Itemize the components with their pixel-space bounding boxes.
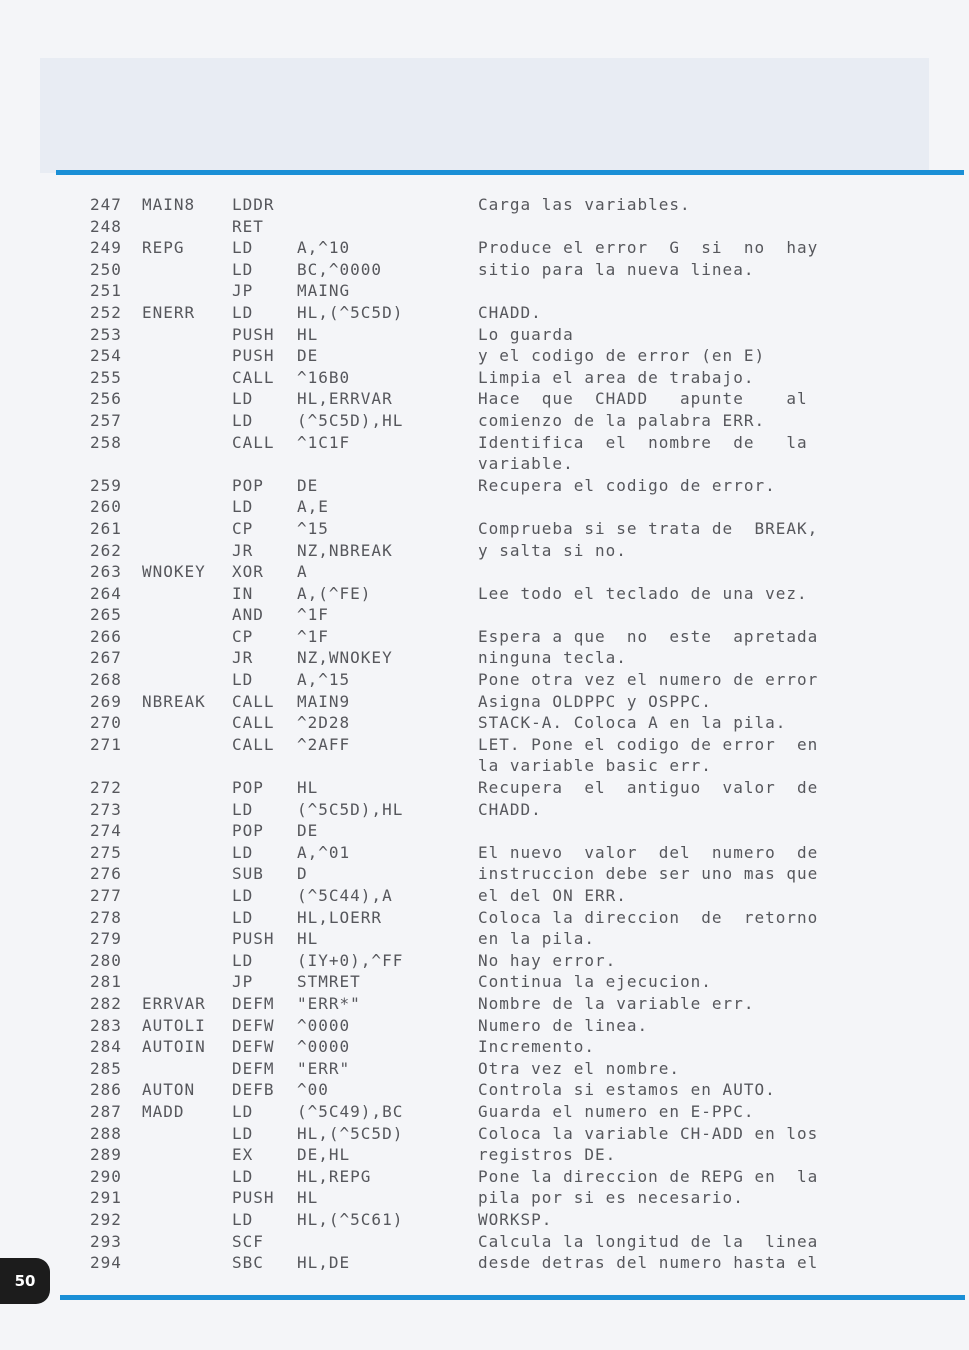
line-operand: HL,(^5C5D) (297, 1123, 404, 1143)
line-opcode: JP (232, 281, 254, 301)
line-opcode: DEFB (232, 1080, 275, 1100)
line-operand: HL (297, 778, 319, 798)
line-comment: CHADD. (478, 302, 542, 322)
line-operand: MAING (297, 281, 351, 301)
line-operand: D (297, 864, 308, 884)
line-opcode: CALL (232, 691, 275, 711)
line-number: 282 (90, 993, 122, 1013)
listing-line (90, 863, 910, 885)
line-comment: Controla si estamos en AUTO. (478, 1080, 776, 1100)
listing-line (90, 907, 910, 929)
line-operand: ^15 (297, 518, 329, 538)
line-comment: y el codigo de error (en E) (478, 346, 766, 366)
line-label: AUTOLI (142, 1015, 206, 1035)
line-number: 250 (90, 259, 122, 279)
line-number: 288 (90, 1123, 122, 1143)
line-operand: DE (297, 821, 319, 841)
line-number: 251 (90, 281, 122, 301)
line-opcode: RET (232, 216, 264, 236)
line-operand: (^5C5D),HL (297, 410, 404, 430)
line-number: 292 (90, 1209, 122, 1229)
line-comment: Identifica el nombre de la (478, 432, 808, 452)
line-comment: Recupera el antiguo valor de (478, 778, 819, 798)
listing-line (90, 820, 910, 842)
listing-line (90, 583, 910, 605)
line-opcode: AND (232, 605, 264, 625)
line-opcode: POP (232, 778, 264, 798)
line-opcode: POP (232, 475, 264, 495)
line-opcode: LD (232, 410, 254, 430)
line-opcode: POP (232, 821, 264, 841)
listing-line (90, 561, 910, 583)
line-operand: A,^15 (297, 670, 351, 690)
listing-line (90, 842, 910, 864)
line-comment: Numero de linea. (478, 1015, 649, 1035)
line-operand: ^16B0 (297, 367, 351, 387)
line-number: 262 (90, 540, 122, 560)
listing-line (90, 734, 910, 756)
line-number: 256 (90, 389, 122, 409)
line-opcode: DEFW (232, 1015, 275, 1035)
line-comment: variable. (478, 454, 574, 474)
line-number: 291 (90, 1188, 122, 1208)
listing-line (90, 885, 910, 907)
line-number: 286 (90, 1080, 122, 1100)
line-number: 249 (90, 238, 122, 258)
line-number: 276 (90, 864, 122, 884)
line-comment: en la pila. (478, 929, 595, 949)
line-opcode: DEFM (232, 1058, 275, 1078)
line-opcode: LDDR (232, 195, 275, 214)
listing-line (90, 1123, 910, 1145)
line-opcode: XOR (232, 562, 264, 582)
line-number: 248 (90, 216, 122, 236)
line-operand: STMRET (297, 972, 361, 992)
listing-line (90, 1101, 910, 1123)
line-number: 279 (90, 929, 122, 949)
line-comment: No hay error. (478, 950, 617, 970)
line-comment: CHADD. (478, 799, 542, 819)
line-number: 253 (90, 324, 122, 344)
line-operand: (^5C5D),HL (297, 799, 404, 819)
listing-line (90, 194, 910, 216)
line-opcode: CP (232, 518, 254, 538)
line-opcode: LD (232, 842, 254, 862)
line-label: MADD (142, 1101, 185, 1121)
line-comment: Comprueba si se trata de BREAK, (478, 518, 819, 538)
line-number: 264 (90, 583, 122, 603)
line-opcode: LD (232, 302, 254, 322)
listing-line (90, 1187, 910, 1209)
line-number: 263 (90, 562, 122, 582)
line-number: 247 (90, 195, 122, 214)
line-opcode: LD (232, 1209, 254, 1229)
listing-line (90, 755, 910, 777)
line-comment: Coloca la variable CH-ADD en los (478, 1123, 819, 1143)
line-operand: (^5C49),BC (297, 1101, 404, 1121)
line-comment: Limpia el area de trabajo. (478, 367, 755, 387)
top-rule (56, 170, 964, 175)
line-operand: HL,ERRVAR (297, 389, 393, 409)
line-number: 293 (90, 1231, 122, 1251)
line-operand: NZ,NBREAK (297, 540, 393, 560)
line-operand: BC,^0000 (297, 259, 383, 279)
line-opcode: CALL (232, 734, 275, 754)
line-operand: HL,DE (297, 1253, 351, 1273)
listing-line (90, 1209, 910, 1231)
line-comment: Lee todo el teclado de una vez. (478, 583, 808, 603)
line-number: 261 (90, 518, 122, 538)
line-opcode: PUSH (232, 346, 275, 366)
line-opcode: LD (232, 1166, 254, 1186)
line-comment: desde detras del numero hasta el (478, 1253, 819, 1273)
line-operand: HL (297, 929, 319, 949)
listing-line (90, 1079, 910, 1101)
header-shade (40, 58, 929, 173)
listing-line (90, 324, 910, 346)
line-comment: Asigna OLDPPC y OSPPC. (478, 691, 712, 711)
line-opcode: PUSH (232, 324, 275, 344)
line-operand: NZ,WNOKEY (297, 648, 393, 668)
line-comment: la variable basic err. (478, 756, 712, 776)
line-comment: Recupera el codigo de error. (478, 475, 776, 495)
line-operand: "ERR*" (297, 993, 361, 1013)
line-comment: comienzo de la palabra ERR. (478, 410, 766, 430)
line-label: ENERR (142, 302, 196, 322)
line-operand: HL (297, 1188, 319, 1208)
line-label: AUTON (142, 1080, 196, 1100)
line-operand: ^2D28 (297, 713, 351, 733)
line-operand: DE (297, 346, 319, 366)
line-number: 257 (90, 410, 122, 430)
listing-line (90, 647, 910, 669)
line-opcode: LD (232, 907, 254, 927)
line-comment: El nuevo valor del numero de (478, 842, 819, 862)
line-comment: registros DE. (478, 1145, 617, 1165)
line-number: 254 (90, 346, 122, 366)
line-comment: el del ON ERR. (478, 886, 627, 905)
line-number: 278 (90, 907, 122, 927)
line-opcode: PUSH (232, 1188, 275, 1208)
line-comment: Continua la ejecucion. (478, 972, 712, 992)
line-comment: Pone la direccion de REPG en la (478, 1166, 819, 1186)
line-comment: instruccion debe ser uno mas que (478, 864, 819, 884)
line-number: 269 (90, 691, 122, 711)
line-label: AUTOIN (142, 1037, 206, 1057)
listing-line (90, 345, 910, 367)
listing-line (90, 280, 910, 302)
line-opcode: LD (232, 950, 254, 970)
listing-line (90, 799, 910, 821)
page-number: 50 (0, 1258, 50, 1304)
listing-line (90, 367, 910, 389)
line-number: 274 (90, 821, 122, 841)
line-operand: ^1F (297, 626, 329, 646)
listing-line (90, 237, 910, 259)
line-comment: STACK-A. Coloca A en la pila. (478, 713, 787, 733)
line-number: 275 (90, 842, 122, 862)
line-comment: y salta si no. (478, 540, 627, 560)
line-operand: A,(^FE) (297, 583, 372, 603)
assembly-listing (90, 194, 910, 1274)
listing-line (90, 971, 910, 993)
line-operand: A,^10 (297, 238, 351, 258)
line-opcode: JP (232, 972, 254, 992)
line-operand: A,E (297, 497, 329, 517)
listing-line (90, 216, 910, 238)
line-operand: HL,LOERR (297, 907, 383, 927)
line-label: REPG (142, 238, 185, 258)
line-operand: "ERR" (297, 1058, 351, 1078)
line-number: 294 (90, 1253, 122, 1273)
listing-line (90, 432, 910, 454)
line-comment: Otra vez el nombre. (478, 1058, 681, 1078)
line-comment: Nombre de la variable err. (478, 993, 755, 1013)
listing-line (90, 1015, 910, 1037)
line-comment: LET. Pone el codigo de error en (478, 734, 819, 754)
line-number: 260 (90, 497, 122, 517)
line-operand: ^0000 (297, 1037, 351, 1057)
line-opcode: PUSH (232, 929, 275, 949)
line-operand: A,^01 (297, 842, 351, 862)
listing-line (90, 712, 910, 734)
line-number: 268 (90, 670, 122, 690)
line-number: 287 (90, 1101, 122, 1121)
listing-line (90, 604, 910, 626)
listing-line (90, 777, 910, 799)
line-number: 281 (90, 972, 122, 992)
line-comment: ninguna tecla. (478, 648, 627, 668)
line-operand: HL,(^5C5D) (297, 302, 404, 322)
line-opcode: CALL (232, 432, 275, 452)
listing-line (90, 1036, 910, 1058)
listing-line (90, 626, 910, 648)
listing-line (90, 259, 910, 281)
line-opcode: LD (232, 259, 254, 279)
line-opcode: LD (232, 886, 254, 905)
line-label: WNOKEY (142, 562, 206, 582)
line-number: 285 (90, 1058, 122, 1078)
line-opcode: CALL (232, 367, 275, 387)
line-number: 273 (90, 799, 122, 819)
line-comment: Lo guarda (478, 324, 574, 344)
line-opcode: LD (232, 497, 254, 517)
line-comment: Incremento. (478, 1037, 595, 1057)
line-number: 255 (90, 367, 122, 387)
listing-line (90, 518, 910, 540)
listing-line (90, 691, 910, 713)
line-opcode: LD (232, 389, 254, 409)
listing-line (90, 1144, 910, 1166)
listing-line (90, 1231, 910, 1253)
line-number: 252 (90, 302, 122, 322)
line-operand: (^5C44),A (297, 886, 393, 905)
line-comment: Carga las variables. (478, 195, 691, 214)
listing-line (90, 993, 910, 1015)
listing-line (90, 388, 910, 410)
line-number: 272 (90, 778, 122, 798)
line-number: 277 (90, 886, 122, 905)
line-number: 289 (90, 1145, 122, 1165)
line-label: NBREAK (142, 691, 206, 711)
line-number: 267 (90, 648, 122, 668)
line-number: 280 (90, 950, 122, 970)
line-opcode: JR (232, 540, 254, 560)
line-comment: Hace que CHADD apunte al (478, 389, 808, 409)
line-opcode: LD (232, 238, 254, 258)
line-label: MAIN8 (142, 195, 196, 214)
listing-line (90, 669, 910, 691)
line-comment: sitio para la nueva linea. (478, 259, 755, 279)
line-number: 290 (90, 1166, 122, 1186)
line-opcode: SBC (232, 1253, 264, 1273)
line-comment: Produce el error G si no hay (478, 238, 819, 258)
line-comment: pila por si es necesario. (478, 1188, 744, 1208)
line-label: ERRVAR (142, 993, 206, 1013)
line-opcode: LD (232, 799, 254, 819)
line-opcode: DEFW (232, 1037, 275, 1057)
line-operand: HL,REPG (297, 1166, 372, 1186)
line-opcode: LD (232, 670, 254, 690)
line-operand: ^2AFF (297, 734, 351, 754)
line-opcode: IN (232, 583, 254, 603)
line-operand: DE (297, 475, 319, 495)
line-opcode: DEFM (232, 993, 275, 1013)
line-operand: ^00 (297, 1080, 329, 1100)
line-operand: ^1C1F (297, 432, 351, 452)
line-operand: DE,HL (297, 1145, 351, 1165)
line-opcode: CP (232, 626, 254, 646)
line-opcode: LD (232, 1123, 254, 1143)
line-opcode: EX (232, 1145, 254, 1165)
listing-line (90, 410, 910, 432)
line-comment: Coloca la direccion de retorno (478, 907, 819, 927)
line-opcode: JR (232, 648, 254, 668)
line-comment: Calcula la longitud de la linea (478, 1231, 819, 1251)
listing-line (90, 928, 910, 950)
listing-line (90, 540, 910, 562)
line-operand: ^0000 (297, 1015, 351, 1035)
listing-line (90, 950, 910, 972)
line-number: 284 (90, 1037, 122, 1057)
listing-line (90, 453, 910, 475)
line-comment: Guarda el numero en E-PPC. (478, 1101, 755, 1121)
line-number: 271 (90, 734, 122, 754)
line-opcode: SUB (232, 864, 264, 884)
line-comment: Espera a que no este apretada (478, 626, 819, 646)
line-number: 266 (90, 626, 122, 646)
listing-line (90, 1058, 910, 1080)
line-comment: Pone otra vez el numero de error (478, 670, 819, 690)
line-operand: A (297, 562, 308, 582)
line-opcode: LD (232, 1101, 254, 1121)
line-comment: WORKSP. (478, 1209, 553, 1229)
listing-line (90, 1166, 910, 1188)
line-number: 270 (90, 713, 122, 733)
line-operand: HL (297, 324, 319, 344)
listing-line (90, 302, 910, 324)
listing-line (90, 475, 910, 497)
listing-line (90, 496, 910, 518)
line-operand: (IY+0),^FF (297, 950, 404, 970)
line-number: 283 (90, 1015, 122, 1035)
line-operand: MAIN9 (297, 691, 351, 711)
line-number: 258 (90, 432, 122, 452)
bottom-rule (60, 1295, 965, 1300)
line-opcode: SCF (232, 1231, 264, 1251)
line-operand: HL,(^5C61) (297, 1209, 404, 1229)
line-opcode: CALL (232, 713, 275, 733)
line-number: 259 (90, 475, 122, 495)
line-number: 265 (90, 605, 122, 625)
line-operand: ^1F (297, 605, 329, 625)
listing-line (90, 1252, 910, 1274)
